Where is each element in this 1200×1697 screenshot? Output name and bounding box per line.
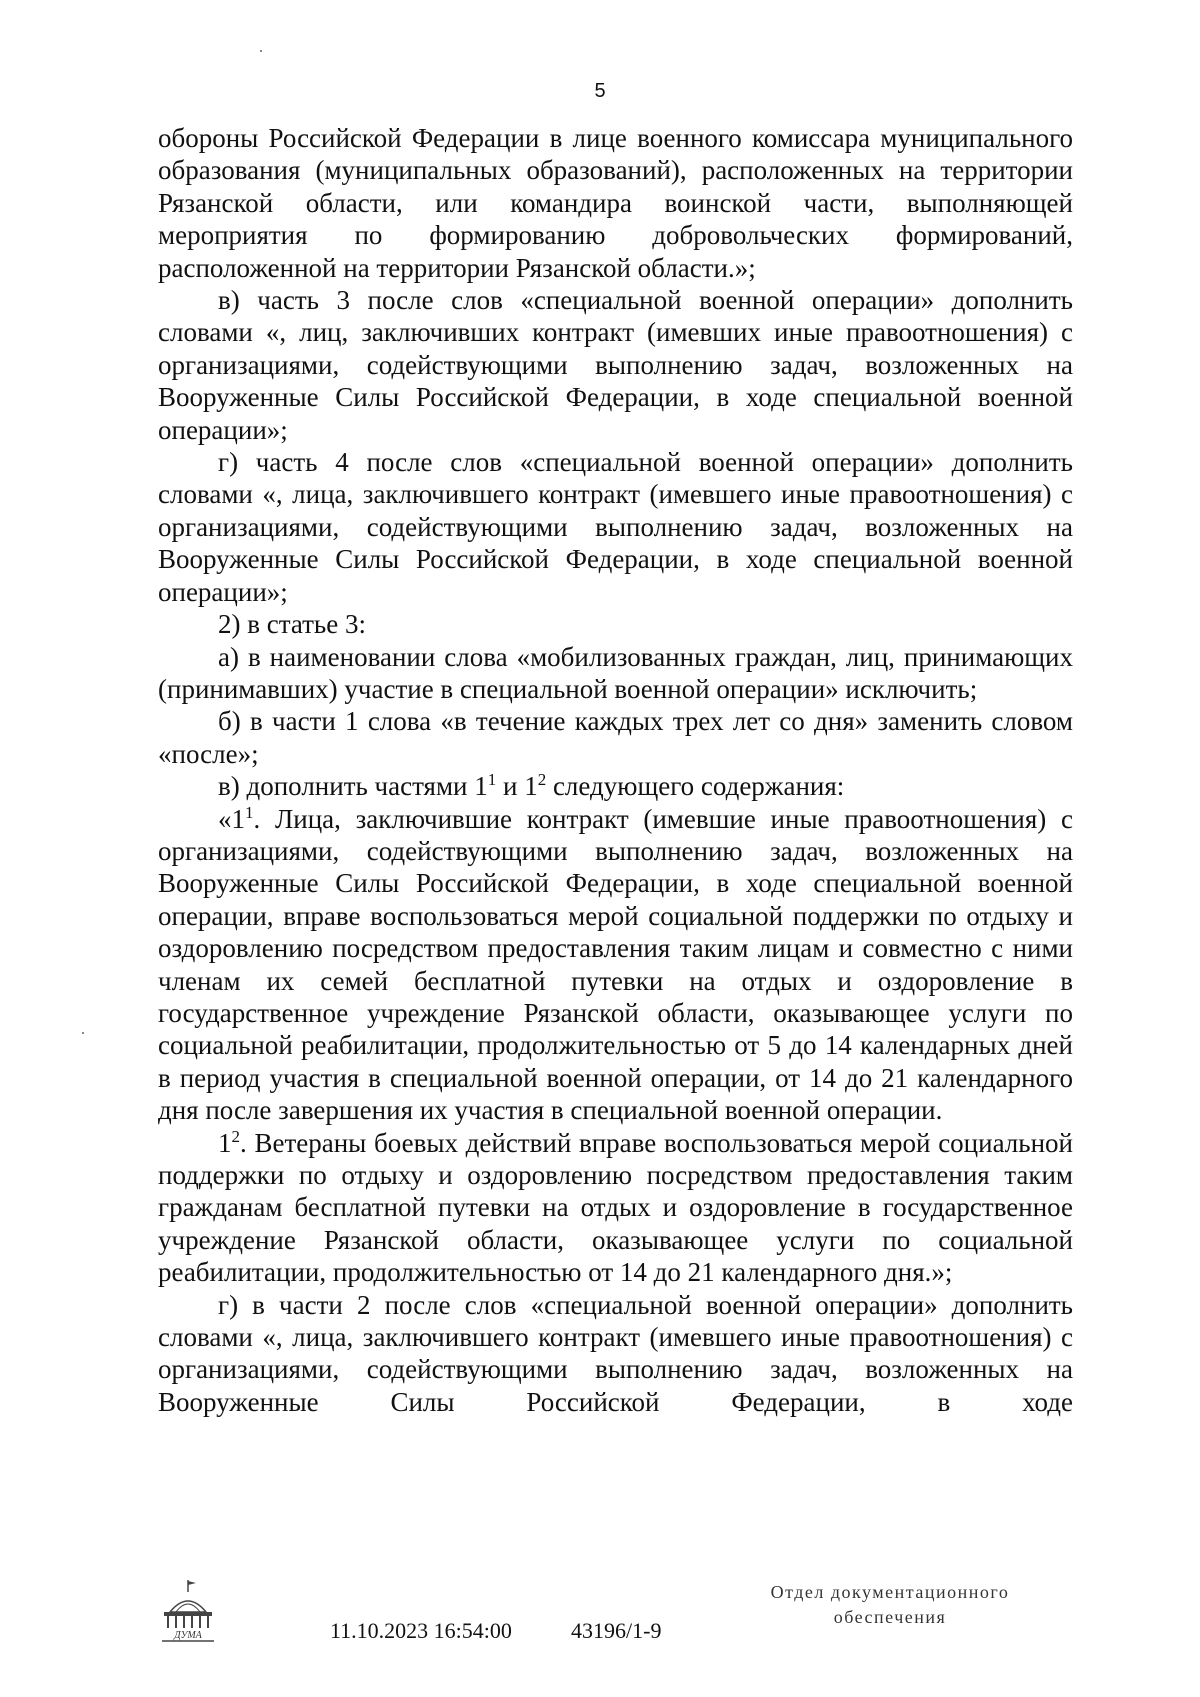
duma-logo-icon	[158, 1578, 218, 1644]
part-1-1-prefix: «1	[218, 803, 245, 834]
paragraph-part-1-1	[158, 803, 1073, 1127]
paragraph-1: обороны Российской Федерации в лице военного комиссара муниципального образования (муниципальных образований), расположенных на территории Рязанской области, или командира воинской части, выполняющей мероприятия по формированию добровольческих формирований, расположенной на территории Рязанской области.»;	[158, 123, 1073, 283]
amend-text-middle: и 1	[496, 771, 538, 802]
footer-doc-number: 43196/1-9	[571, 1618, 662, 1643]
paragraph-5: а) в наименовании слова «мобилизованных граждан, лиц, принимающих (принимавших) участие в специальной военной операции» исключить;	[158, 641, 1073, 704]
department-line-1: Отдел документационного	[770, 1582, 1010, 1602]
paragraph-2: в) часть 3 после слов «специальной военной операции» дополнить словами «, лиц, заключивших контракт (имевших иные правоотношения) с организациями, содействующими выполнению задач, возложенных на Вооруженные Силы Российской Федерации, в ходе специальной военной операции»;	[158, 285, 1073, 445]
paragraph-3: г) часть 4 после слов «специальной военной операции» дополнить словами «, лица, заключившего контракт (имевшего иные правоотношения) с организациями, содействующими выполнению задач, возложенных на Вооруженные Силы Российской Федерации, в ходе специальной военной операции»;	[158, 447, 1073, 607]
page-number: 5	[594, 80, 606, 102]
scan-artifact	[260, 50, 262, 52]
footer-department-stamp	[745, 1580, 1035, 1630]
scan-artifact	[82, 1032, 84, 1034]
part-1-1-text: . Лица, заключившие контракт (имевшие иные правоотношения) с организациями, содействующими выполнению задач, возложенных на Вооруженные Силы Российской Федерации, в ходе специальной военной операции, вправе воспользоваться мерой социальной поддержки по отдыху и оздоровлению посредством предоставления таким лицам и совместно с ними членам их семей бесплатной путевки на отдых и оздоровление в государственное учреждение Рязанской области, оказывающее услуги по социальной реабилитации, продолжительностью от 5 до 14 календарных дней в период участия в специальной военной операции, от 14 до 21 календарного дня после завершения их участия в специальной военной операции.	[158, 803, 1073, 1126]
amend-sup-1: 1	[487, 770, 497, 790]
duma-logo-label: ДУМА	[174, 1630, 202, 1641]
paragraph-last-text: г) в части 2 после слов «специальной военной операции» дополнить словами «, лица, заключившего контракт (имевшего иные правоотношения) с организациями, содействующими выполнению задач, возложенных на Вооруженные Силы Российской Федерации, в ходе	[158, 1289, 1073, 1417]
part-1-2-sup: 2	[231, 1126, 240, 1146]
document-body	[158, 122, 1073, 1418]
paragraph-6: б) в части 1 слова «в течение каждых трех лет со дня» заменить словом «после»;	[158, 706, 1073, 769]
amend-text-after: следующего содержания:	[546, 771, 845, 802]
paragraph-last	[158, 1289, 1073, 1419]
paragraph-part-1-2	[158, 1127, 1073, 1289]
amend-text-before: в) дополнить частями 1	[218, 771, 488, 802]
paragraph-amend-parts	[158, 770, 1073, 802]
amend-sup-2: 2	[537, 770, 547, 790]
department-line-2: обеспечения	[833, 1607, 947, 1627]
footer-timestamp: 11.10.2023 16:54:00	[330, 1618, 512, 1643]
paragraph-4: 2) в статье 3:	[218, 609, 366, 640]
part-1-1-sup: 1	[245, 802, 254, 822]
part-1-2-text: . Ветераны боевых действий вправе воспользоваться мерой социальной поддержки по отдыху и оздоровлению посредством предоставления таким гражданам бесплатной путевки на отдых и оздоровление в государственное учреждение Рязанской области, оказывающее услуги по социальной реабилитации, продолжительностью от 14 до 21 календарного дня.»;	[158, 1127, 1073, 1288]
part-1-2-prefix: 1	[218, 1127, 232, 1158]
